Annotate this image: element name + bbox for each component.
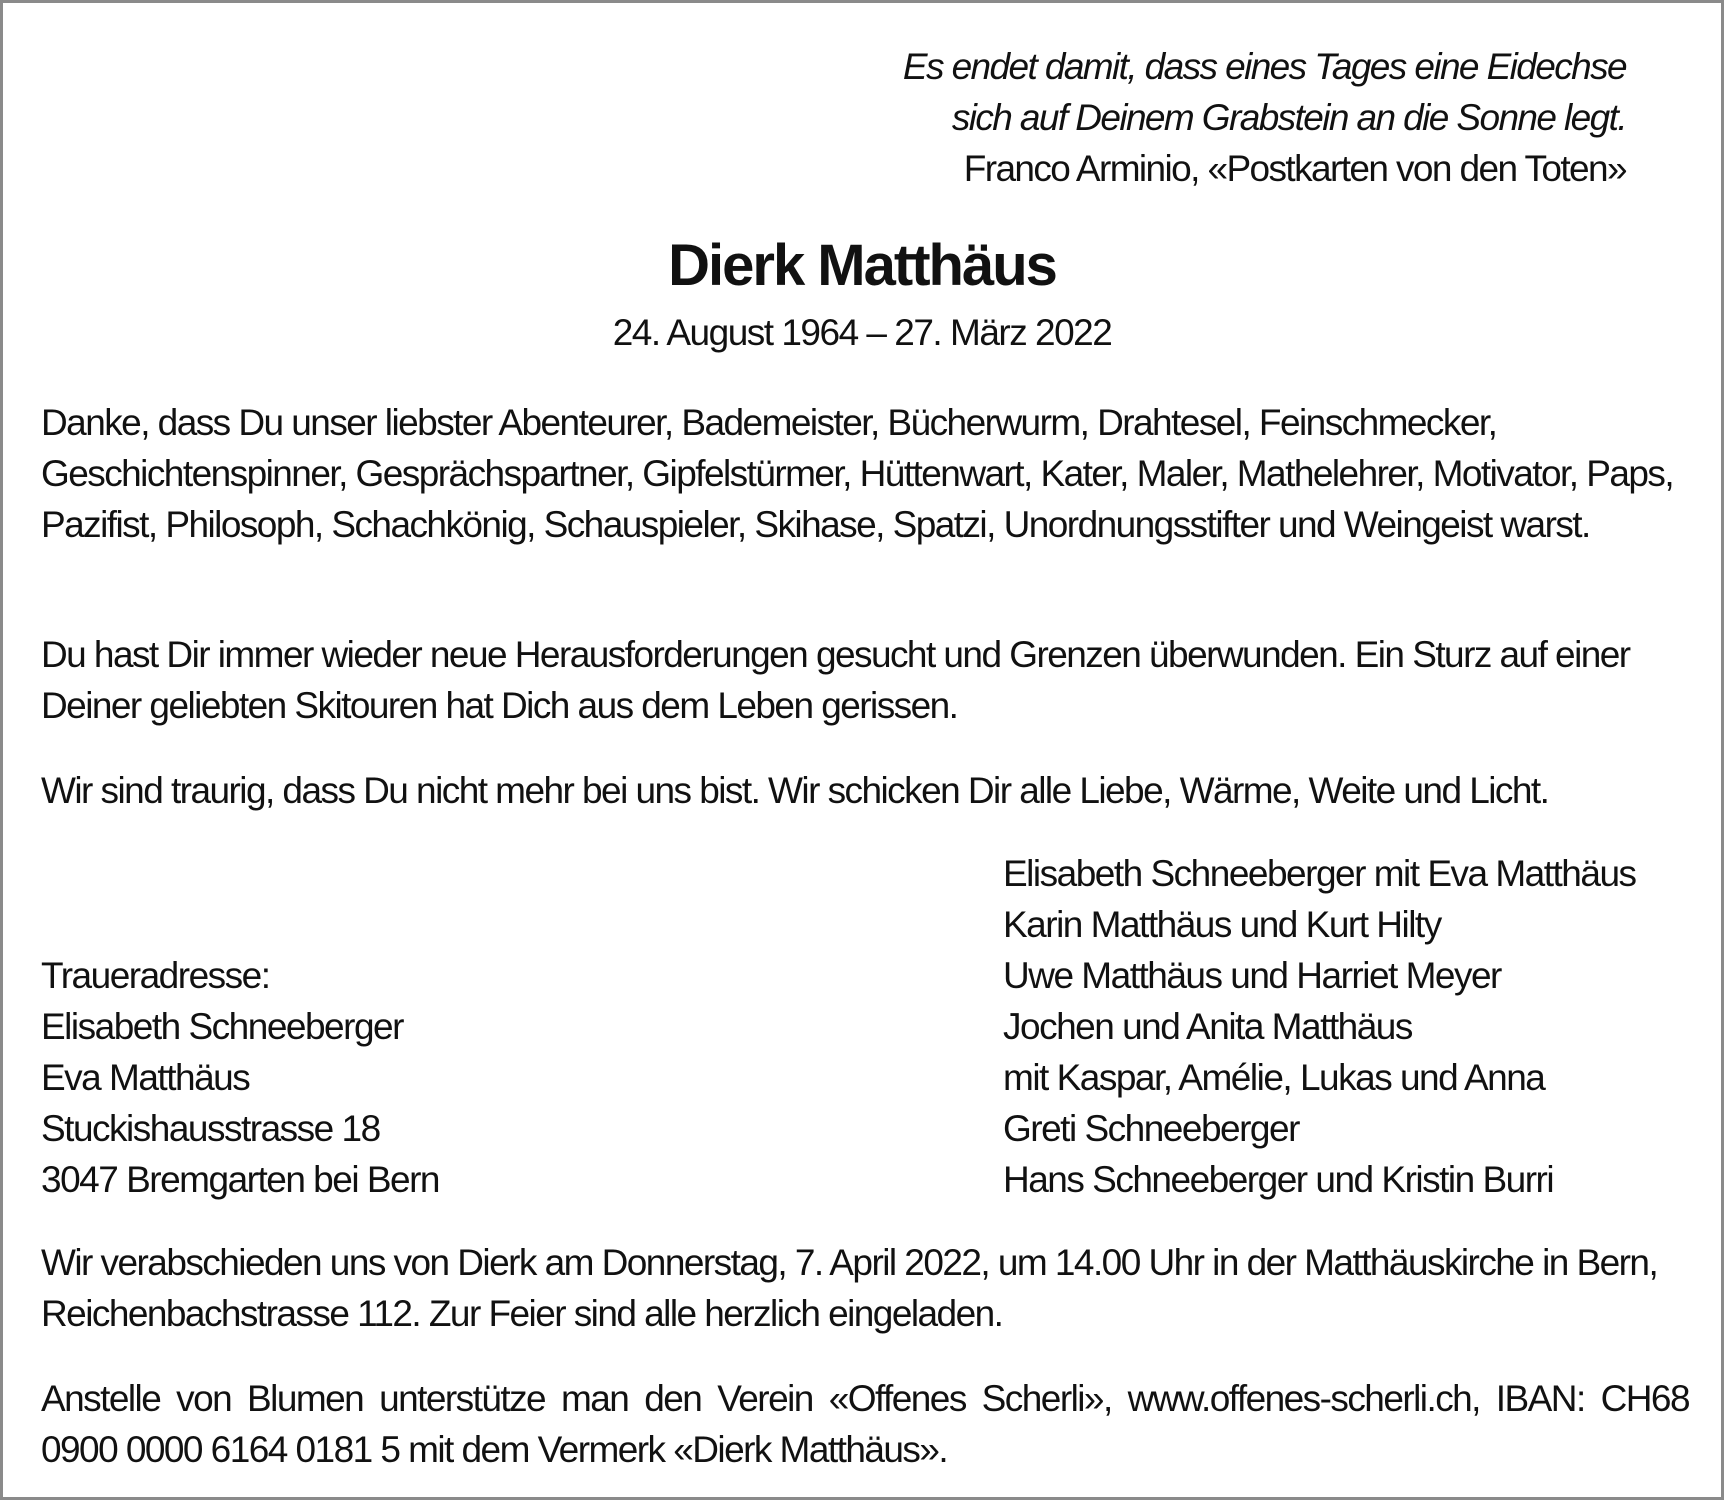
address-line: Stuckishausstrasse 18: [41, 1108, 380, 1149]
mourner-entry: Karin Matthäus und Kurt Hilty: [1003, 904, 1441, 945]
mourner-entry: Elisabeth Schneeberger mit Eva Matthäus: [1003, 853, 1636, 894]
sadness-paragraph: Wir sind traurig, dass Du nicht mehr bei uns bist. Wir schicken Dir alle Liebe, Wärme, Weite und Licht.: [41, 770, 1549, 811]
quote-attribution: Franco Arminio, «Postkarten von den Toten»: [963, 148, 1626, 189]
address-line: 3047 Bremgarten bei Bern: [41, 1159, 439, 1200]
farewell-paragraph: Wir verabschieden uns von Dierk am Donnerstag, 7. April 2022, um 14.00 Uhr in der Matthäuskirche in Bern, Reichenbachstrasse 112. Zur Feier sind alle herzlich eingeladen.: [41, 1242, 1658, 1334]
life-dates: 24. August 1964 – 27. März 2022: [612, 312, 1112, 353]
deceased-name: Dierk Matthäus: [668, 233, 1056, 298]
mourner-entry: Jochen und Anita Matthäus: [1003, 1006, 1412, 1047]
epigraph-quote: [903, 41, 1626, 194]
mourner-entry: Greti Schneeberger: [1003, 1108, 1299, 1149]
challenges-paragraph: Du hast Dir immer wieder neue Herausforderungen gesucht und Grenzen überwunden. Ein Sturz auf einer Deiner geliebten Skitouren hat Dich aus dem Leben gerissen.: [41, 634, 1630, 726]
mourners-list: [1003, 848, 1636, 1205]
mourner-entry: Uwe Matthäus und Harriet Meyer: [1003, 955, 1501, 996]
address-line: Eva Matthäus: [41, 1057, 250, 1098]
thanks-paragraph: Danke, dass Du unser liebster Abenteurer, Bademeister, Bücherwurm, Drahtesel, Feinschmecker, Geschichtenspinner, Gesprächspartner, Gipfelstürmer, Hüttenwart, Kater, Maler, Mathelehrer, Motivator, Paps, Pazifist, Philosoph, Schachkönig, Schauspieler, Skihase, Spatzi, Unordnungsstifter und Weingeist warst.: [41, 402, 1674, 545]
donation-paragraph: Anstelle von Blumen unterstütze man den Verein «Offenes Scherli», www.offenes-scherli.ch, IBAN: CH68 0900 0000 6164 0181 5 mit dem Vermerk «Dierk Matthäus».: [41, 1378, 1689, 1470]
quote-line: Es endet damit, dass eines Tages eine Eidechse: [902, 46, 1626, 87]
address-line: Elisabeth Schneeberger: [41, 1006, 403, 1047]
mourning-address: [41, 950, 439, 1205]
mourner-entry: Hans Schneeberger und Kristin Burri: [1003, 1159, 1554, 1200]
quote-line: sich auf Deinem Grabstein an die Sonne legt.: [951, 97, 1626, 138]
mourner-entry: mit Kaspar, Amélie, Lukas und Anna: [1003, 1057, 1545, 1098]
address-label: Traueradresse:: [41, 955, 270, 996]
